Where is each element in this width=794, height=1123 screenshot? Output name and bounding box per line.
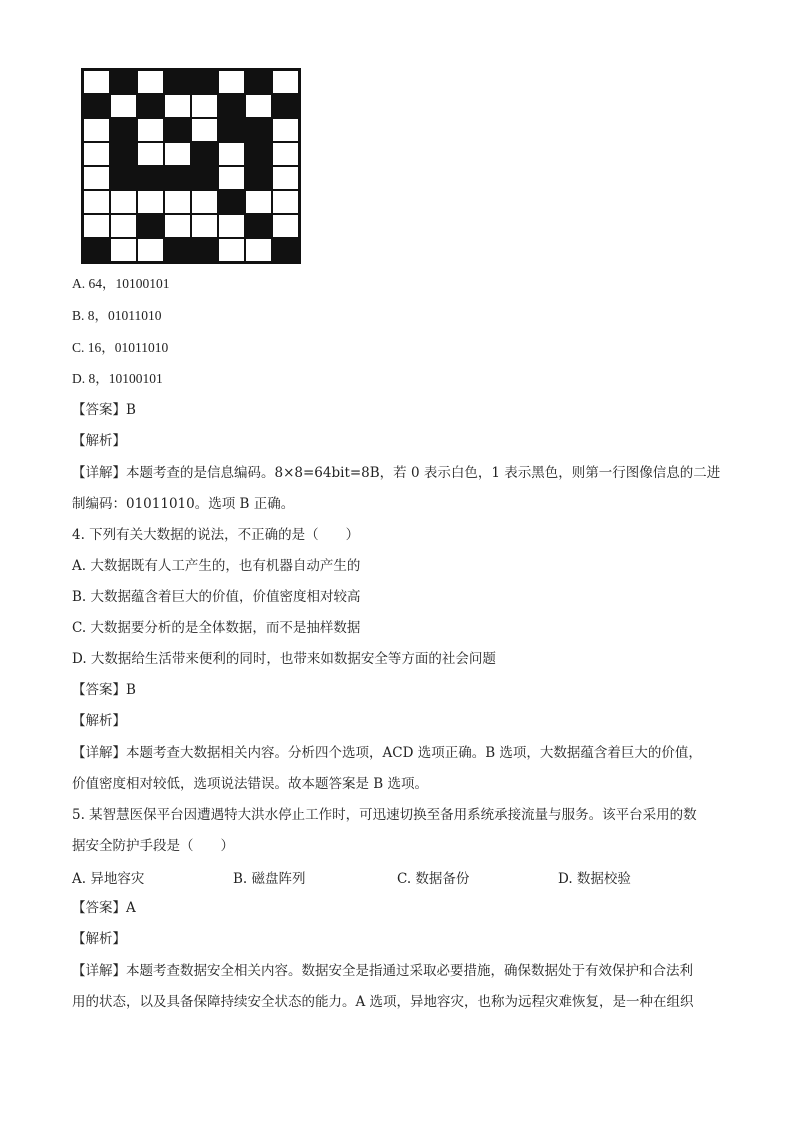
grid-cell bbox=[272, 238, 299, 262]
grid-cell bbox=[218, 166, 245, 190]
grid-cell bbox=[83, 118, 110, 142]
grid-cell bbox=[164, 70, 191, 94]
grid-cell bbox=[164, 190, 191, 214]
grid-cell bbox=[164, 238, 191, 262]
grid-cell bbox=[110, 70, 137, 94]
grid-cell bbox=[191, 94, 218, 118]
q5-option-a: A. 异地容灾 bbox=[72, 871, 145, 887]
q4-option-b: B. 大数据蕴含着巨大的价值，价值密度相对较高 bbox=[72, 589, 361, 605]
grid-cell bbox=[137, 94, 164, 118]
q5-answer: 【答案】A bbox=[72, 900, 136, 916]
grid-cell bbox=[137, 190, 164, 214]
q4-analysis-label: 【解析】 bbox=[72, 713, 126, 729]
grid-cell bbox=[137, 238, 164, 262]
grid-cell bbox=[191, 190, 218, 214]
grid-cell bbox=[272, 94, 299, 118]
q3-option-d: D. 8，10100101 bbox=[72, 371, 163, 386]
q4-detail-line-2: 价值密度相对较低，选项说法错误。故本题答案是 B 选项。 bbox=[72, 776, 429, 792]
grid-cell bbox=[137, 70, 164, 94]
grid-cell bbox=[110, 238, 137, 262]
grid-cell bbox=[83, 94, 110, 118]
grid-cell bbox=[164, 142, 191, 166]
grid-cell bbox=[137, 142, 164, 166]
grid-cell bbox=[245, 142, 272, 166]
q5-analysis-label: 【解析】 bbox=[72, 931, 126, 947]
q5-option-d: D. 数据校验 bbox=[558, 871, 631, 887]
q3-option-a: A. 64，10100101 bbox=[72, 276, 170, 291]
q3-answer: 【答案】B bbox=[72, 402, 136, 418]
grid-cell bbox=[272, 190, 299, 214]
grid-cell bbox=[272, 142, 299, 166]
q3-option-c: C. 16，01011010 bbox=[72, 340, 169, 355]
grid-cell bbox=[137, 214, 164, 238]
q5-question-line-1: 5. 某智慧医保平台因遭遇特大洪水停止工作时，可迅速切换至备用系统承接流量与服务。该平台采用的数 bbox=[72, 807, 697, 823]
grid-cell bbox=[245, 238, 272, 262]
grid-cell bbox=[83, 238, 110, 262]
q4-option-a: A. 大数据既有人工产生的，也有机器自动产生的 bbox=[72, 558, 361, 574]
q3-analysis-label: 【解析】 bbox=[72, 433, 126, 449]
grid-cell bbox=[137, 118, 164, 142]
grid-cell bbox=[245, 94, 272, 118]
grid-cell bbox=[83, 166, 110, 190]
grid-cell bbox=[164, 118, 191, 142]
grid-cell bbox=[245, 166, 272, 190]
grid-cell bbox=[191, 118, 218, 142]
grid-cell bbox=[191, 70, 218, 94]
grid-cell bbox=[218, 118, 245, 142]
grid-cell bbox=[245, 70, 272, 94]
q4-option-d: D. 大数据给生活带来便利的同时，也带来如数据安全等方面的社会问题 bbox=[72, 651, 496, 667]
grid-cell bbox=[272, 70, 299, 94]
q4-question: 4. 下列有关大数据的说法，不正确的是（ ） bbox=[72, 527, 360, 543]
grid-cell bbox=[245, 190, 272, 214]
grid-cell bbox=[218, 238, 245, 262]
grid-cell bbox=[164, 166, 191, 190]
grid-cell bbox=[245, 214, 272, 238]
q3-detail-line-1: 【详解】本题考查的是信息编码。8×8=64bit=8B，若 0 表示白色，1 表示黑色，则第一行图像信息的二进 bbox=[72, 465, 721, 481]
q4-option-c: C. 大数据要分析的是全体数据，而不是抽样数据 bbox=[72, 620, 361, 636]
q4-detail-line-1: 【详解】本题考查大数据相关内容。分析四个选项，ACD 选项正确。B 选项，大数据蕴含着巨大的价值， bbox=[72, 745, 702, 761]
grid-cell bbox=[110, 118, 137, 142]
grid-cell bbox=[191, 238, 218, 262]
grid-cell bbox=[110, 214, 137, 238]
grid-cell bbox=[218, 70, 245, 94]
grid-cell bbox=[164, 94, 191, 118]
grid-cell bbox=[218, 214, 245, 238]
grid-cell bbox=[83, 214, 110, 238]
grid-cell bbox=[110, 166, 137, 190]
grid-cell bbox=[110, 190, 137, 214]
grid-cell bbox=[272, 118, 299, 142]
q5-question-line-2: 据安全防护手段是（ ） bbox=[72, 838, 234, 854]
grid-cell bbox=[110, 94, 137, 118]
grid-cell bbox=[218, 190, 245, 214]
grid-cell bbox=[272, 214, 299, 238]
grid-cell bbox=[110, 142, 137, 166]
grid-cell bbox=[218, 142, 245, 166]
grid-cell bbox=[245, 118, 272, 142]
grid-cell bbox=[218, 94, 245, 118]
grid-cell bbox=[83, 142, 110, 166]
q5-option-c: C. 数据备份 bbox=[397, 871, 470, 887]
q5-detail-line-1: 【详解】本题考查数据安全相关内容。数据安全是指通过采取必要措施，确保数据处于有效保护和合法利 bbox=[72, 963, 693, 979]
grid-cell bbox=[191, 166, 218, 190]
q3-detail-line-2: 制编码：01011010。选项 B 正确。 bbox=[72, 496, 295, 512]
grid-cell bbox=[137, 166, 164, 190]
q5-detail-line-2: 用的状态，以及具备保障持续安全状态的能力。A 选项，异地容灾，也称为远程灾难恢复，是一种在组织 bbox=[72, 994, 694, 1010]
grid-cell bbox=[164, 214, 191, 238]
q3-option-b: B. 8，01011010 bbox=[72, 308, 162, 323]
q5-options-row bbox=[72, 867, 752, 887]
q5-option-b: B. 磁盘阵列 bbox=[233, 871, 306, 887]
grid-cell bbox=[83, 190, 110, 214]
grid-cell bbox=[83, 70, 110, 94]
pixel-grid-image bbox=[81, 68, 301, 264]
q4-answer: 【答案】B bbox=[72, 682, 136, 698]
grid-cell bbox=[191, 214, 218, 238]
grid-cell bbox=[272, 166, 299, 190]
grid-cell bbox=[191, 142, 218, 166]
